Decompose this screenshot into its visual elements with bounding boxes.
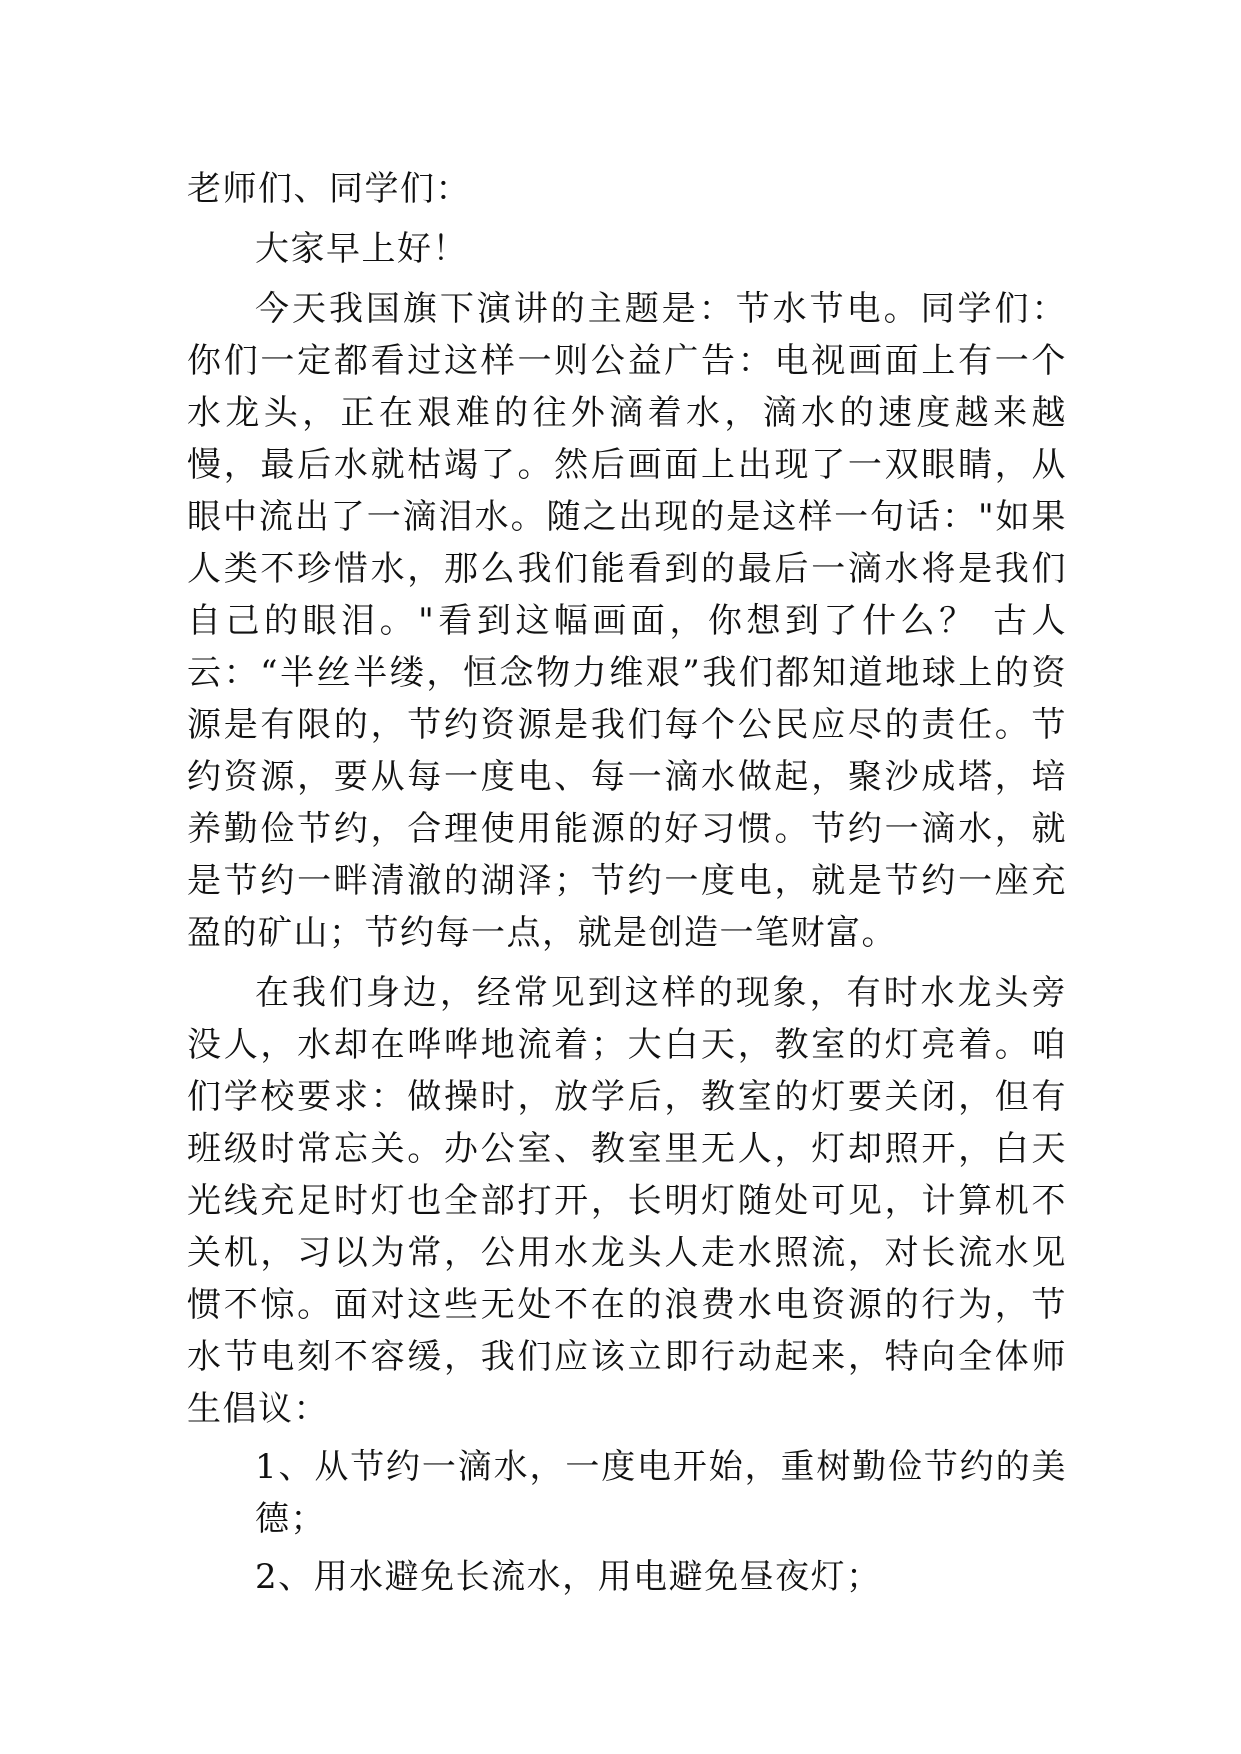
greeting: 大家早上好！: [255, 229, 468, 270]
paragraph: 在我们身边，经常见到这样的现象，有时水龙头旁没人，水却在哗哗地流着；大白天，教室的灯亮着。咱们学校要求：做操时，放学后，教室的灯要关闭，但有班级时常忘关。办公室、教室里无人，灯却照开，白天光线充足时灯也全部打开，长明灯随处可见，计算机不关机，习以为常，公用水龙头人走水照流，对长流水见惯不惊。面对这些无处不在的浪费水电资源的行为，节水节电刻不容缓，我们应该立即行动起来，特向全体师生倡议：: [187, 973, 1067, 1430]
list-item: 1、从节约一滴水，一度电开始，重树勤俭节约的美德；: [255, 1447, 1067, 1540]
paragraph: 今天我国旗下演讲的主题是：节水节电。同学们：你们一定都看过这样一则公益广告：电视画面上有一个水龙头，正在艰难的往外滴着水，滴水的速度越来越慢，最后水就枯竭了。然后画面上出现了一双眼睛，从眼中流出了一滴泪水。随之出现的是这样一句话："如果人类不珍惜水，那么我们能看到的最后一滴水将是我们自己的眼泪。"看到这幅画面，你想到了什么？ 古人云：“半丝半缕，恒念物力维艰”我们都知道地球上的资源是有限的，节约资源是我们每个公民应尽的责任。节约资源，要从每一度电、每一滴水做起，聚沙成塔，培养勤俭节约，合理使用能源的好习惯。节约一滴水，就是节约一畔清澈的湖泽；节约一度电，就是节约一座充盈的矿山；节约每一点，就是创造一笔财富。: [187, 289, 1067, 954]
speech-text: [187, 163, 1067, 1603]
list-item: 2、用水避免长流水，用电避免昼夜灯；: [255, 1557, 882, 1598]
salutation: 老师们、同学们：: [187, 169, 471, 209]
